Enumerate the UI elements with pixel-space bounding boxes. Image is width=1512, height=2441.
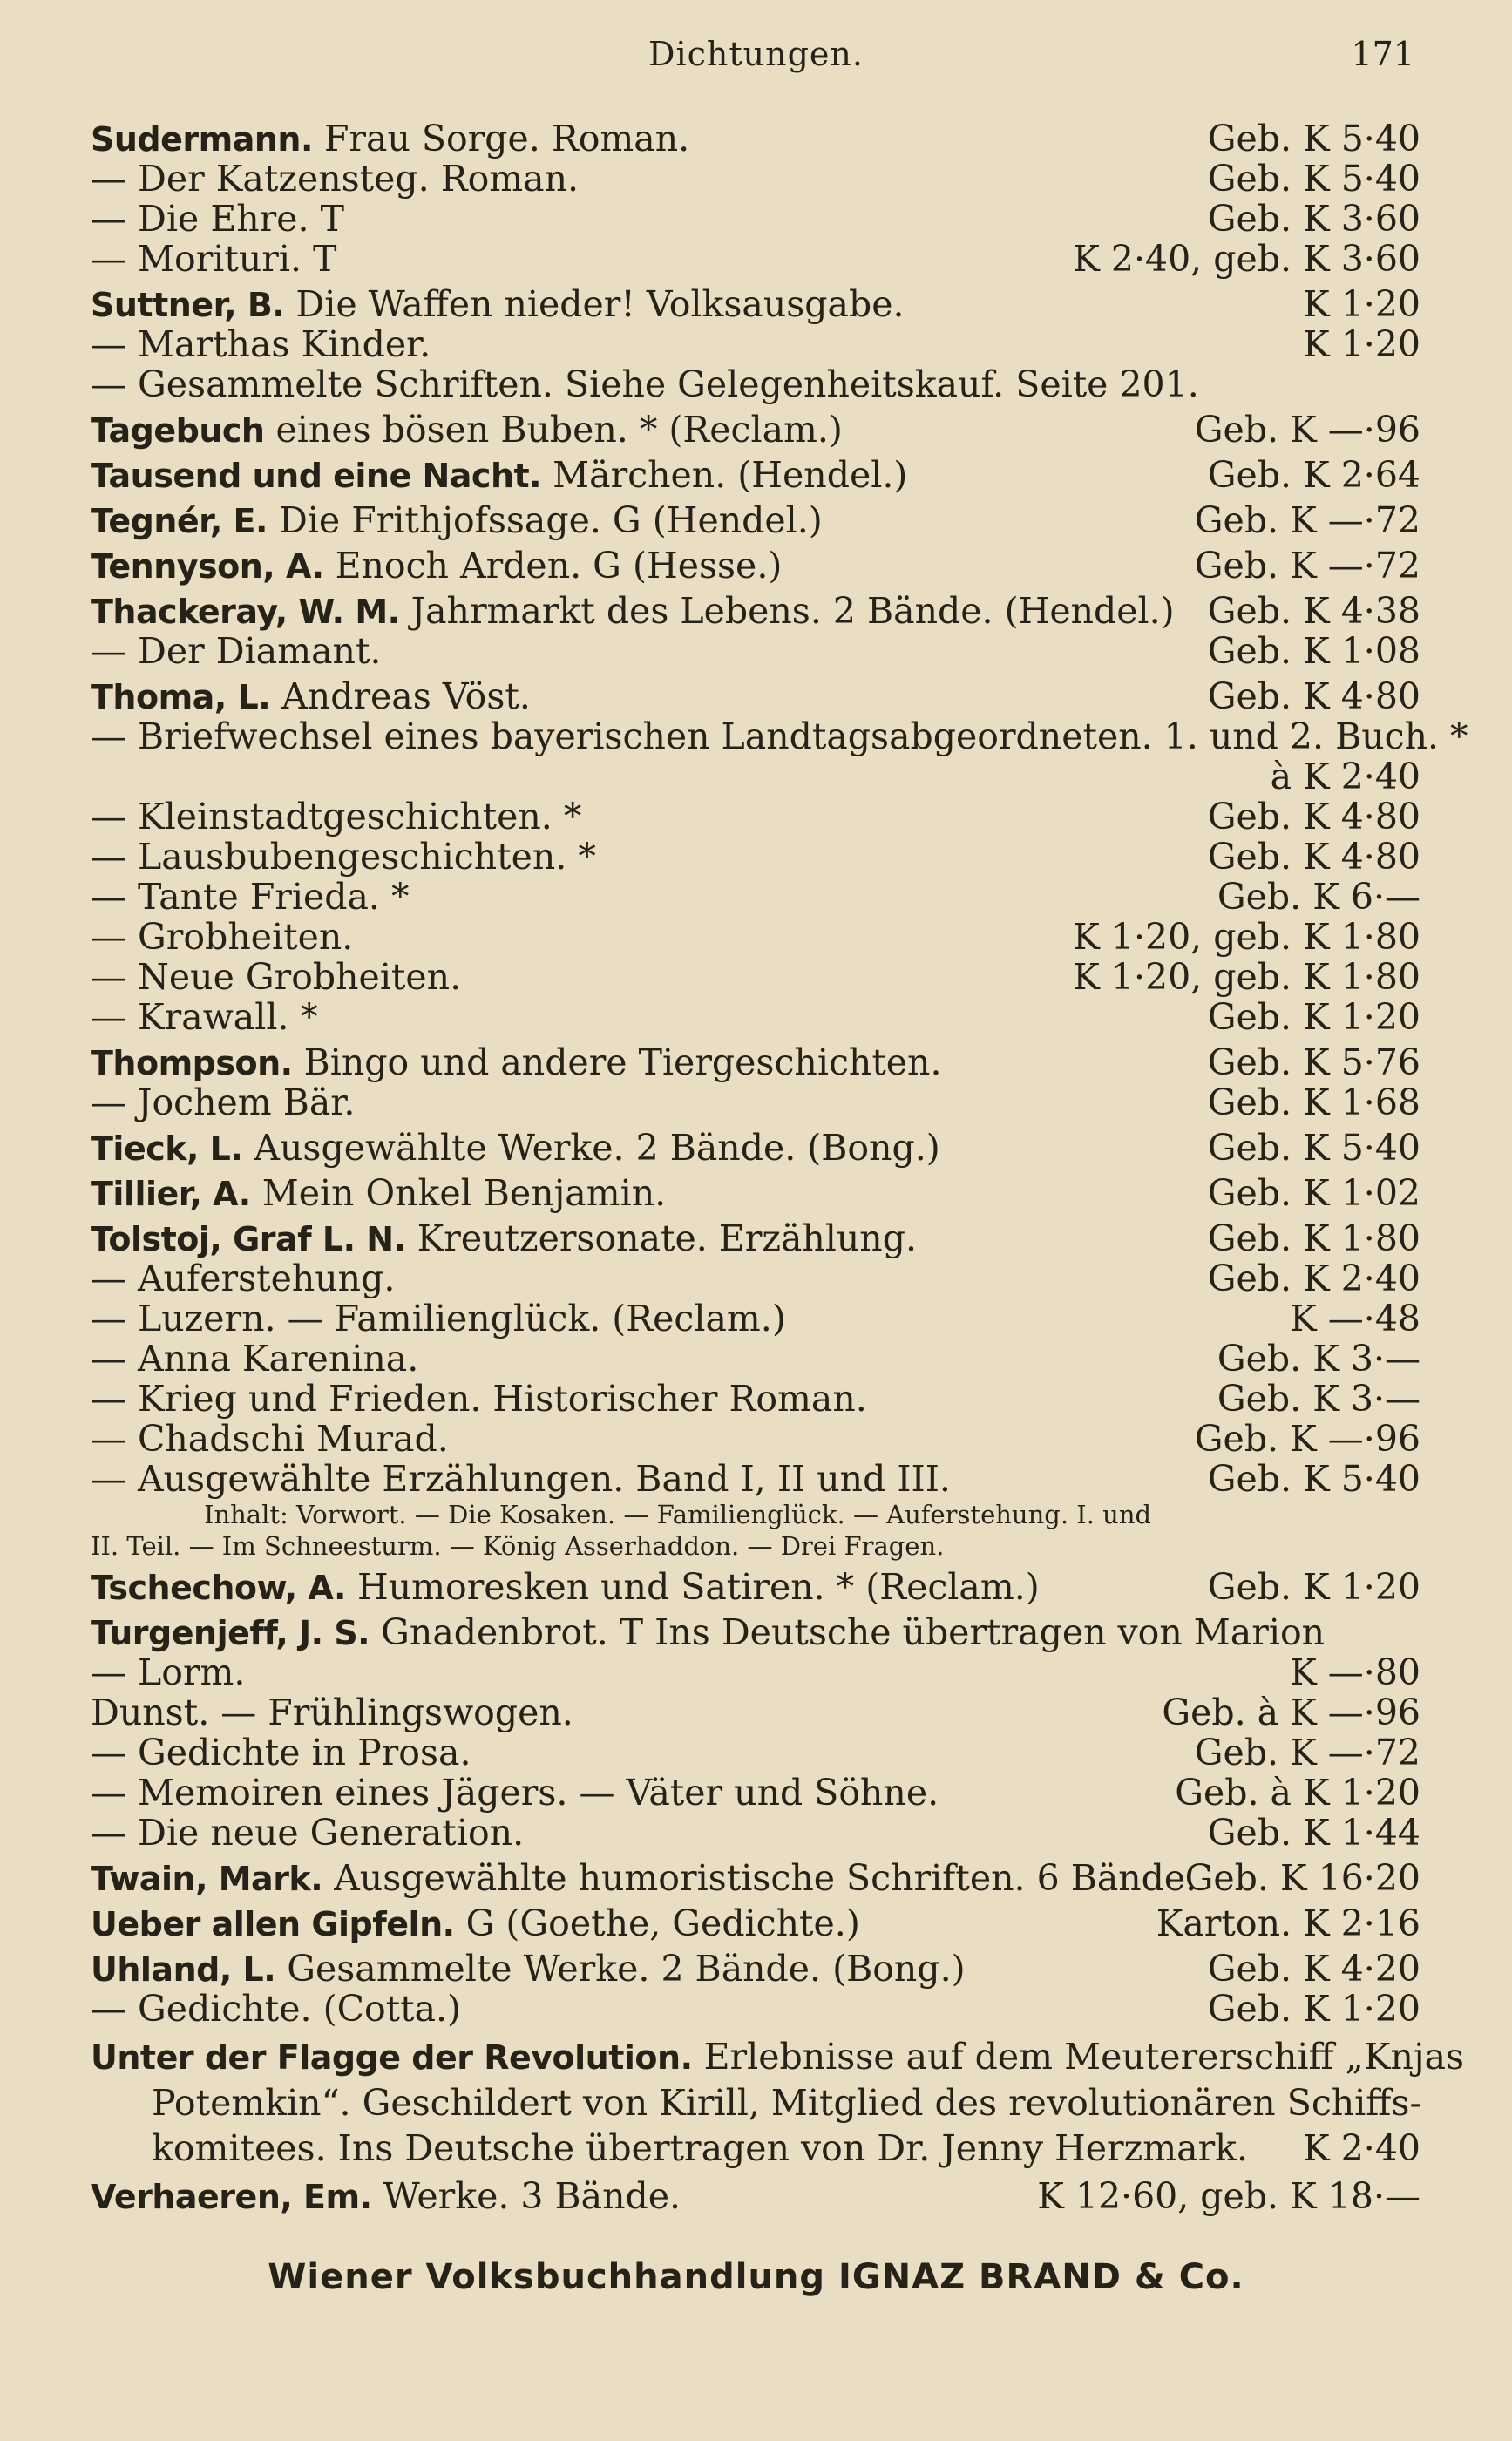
entry-line [91, 1732, 1420, 1773]
entry-text: Frau Sorge. Roman. [323, 118, 690, 159]
entry-text-wrap [91, 1298, 786, 1339]
entry-text-wrap [91, 631, 381, 671]
entry-text-wrap [91, 1567, 1040, 1608]
catalog-entry [91, 1339, 1420, 1379]
entry-line [91, 877, 1420, 917]
entry-line [91, 455, 1420, 495]
entry-text-wrap [91, 957, 461, 997]
entry-text-wrap [91, 997, 318, 1037]
entry-price: à K 2·40 [1270, 756, 1420, 797]
entry-text: Erlebnisse auf dem Meutererschiff „Knjas [703, 2036, 1465, 2078]
entry-price: Geb. K —·96 [1194, 409, 1420, 451]
entry-price: Geb. K 3·— [1217, 1378, 1420, 1420]
entry-author: Verhaeren, Em. [91, 2178, 372, 2216]
entry-text: — Morituri. T [91, 238, 337, 280]
catalog-entry [91, 756, 1420, 797]
entry-price: K 1·20 [1303, 323, 1420, 365]
entry-text-wrap [91, 1949, 966, 1990]
entry-author: Tausend und eine Nacht. [91, 457, 542, 495]
entry-author: Tolstoj, Graf L. N. [91, 1220, 406, 1258]
entry-text-wrap [91, 239, 336, 279]
entry-text: Humoresken und Satiren. * (Reclam.) [356, 1566, 1040, 1608]
entry-text: Andreas Vöst. [281, 675, 531, 717]
catalog-entry [91, 1042, 1420, 1082]
catalog-entry [91, 455, 1420, 495]
entry-text-wrap [91, 1218, 917, 1259]
entry-line [91, 631, 1420, 671]
entry-line [91, 410, 1420, 450]
catalog-entry [91, 715, 1468, 757]
entry-text-wrap [91, 1903, 860, 1944]
entry-line [91, 239, 1420, 279]
entry-line [91, 1567, 1420, 1607]
catalog-entry-unter-der-flagge [91, 2034, 1465, 2171]
entry-text-wrap [91, 500, 823, 541]
page-number: 171 [1351, 35, 1414, 73]
entry-text-wrap [91, 2176, 681, 2217]
entry-text: — Anna Karenina. [91, 1338, 419, 1380]
entry-line [91, 1813, 1420, 1853]
entry-line [91, 1379, 1420, 1419]
entry-author: Twain, Mark. [91, 1860, 323, 1898]
entry-line [91, 1949, 1420, 1989]
catalog-entry [91, 1258, 1420, 1298]
entry-text-wrap [91, 159, 579, 199]
entry-price: Geb. K 3·— [1217, 1338, 1420, 1380]
entry-text: Gesammelte Werke. 2 Bände. (Bong.) [287, 1948, 966, 1990]
entry-price: K 2·40, geb. K 3·60 [1073, 238, 1420, 280]
catalog-entry [91, 1567, 1420, 1607]
entry-text-wrap [91, 1082, 355, 1122]
entry-price: Geb. K 1·20 [1207, 996, 1420, 1038]
entry-text: — Auferstehung. [91, 1258, 396, 1299]
entry-line [91, 2176, 1420, 2216]
entry-text-wrap [91, 837, 596, 877]
entry-price: K —·48 [1290, 1298, 1420, 1339]
entry-text: — Briefwechsel eines bayerischen Landtagsabgeordneten. 1. und 2. Buch. * [91, 715, 1468, 757]
entry-text-wrap [91, 546, 782, 587]
catalog-entry [91, 676, 1420, 716]
entry-text: — Krawall. * [91, 996, 319, 1038]
catalog-entry [91, 1612, 1420, 1652]
catalog-entry [91, 1692, 1420, 1732]
entry-line [91, 1298, 1420, 1339]
entry-text-wrap [91, 917, 353, 957]
catalog-entry [91, 1773, 1420, 1813]
entry-text-wrap [91, 199, 344, 239]
entry-text: — Ausgewählte Erzählungen. Band I, II und III. [91, 1458, 951, 1500]
entry-author: Thoma, L. [91, 678, 271, 716]
entry-text-wrap [91, 1652, 245, 1692]
entry-line [91, 1218, 1420, 1258]
catalog-entry [91, 631, 1420, 671]
entry-text: — Neue Grobheiten. [91, 956, 462, 998]
entry-line [91, 917, 1420, 957]
catalog-entry [91, 159, 1420, 199]
entry-line [91, 837, 1420, 877]
catalog-entry-verhaeren [91, 2176, 1420, 2216]
entry-text-wrap [91, 591, 1175, 632]
entry-text: G (Goethe, Gedichte.) [465, 1902, 860, 1944]
entry-line [91, 1339, 1420, 1379]
entry-text-wrap [91, 1732, 471, 1773]
entry-text: Ausgewählte humoristische Schriften. 6 Bände. [334, 1857, 1197, 1899]
entry-price: Geb. K 2·64 [1207, 454, 1420, 496]
entry-line [91, 500, 1420, 540]
entry-line [91, 1042, 1420, 1082]
entry-author: Sudermann. [91, 120, 313, 159]
entry-line [91, 676, 1420, 716]
entry-line [91, 284, 1420, 324]
entry-line [91, 199, 1420, 239]
entry-author: Tschechow, A. [91, 1569, 346, 1607]
catalog-entry [91, 797, 1420, 837]
publisher-footer: Wiener Volksbuchhandlung IGNAZ BRAND & Co. [268, 2257, 1244, 2297]
entry-line [91, 1612, 1420, 1652]
page-title: Dichtungen. [648, 35, 864, 73]
entry-text-wrap [91, 716, 1468, 756]
entry-text-wrap [91, 410, 843, 451]
entry-price: Geb. K 1·08 [1207, 630, 1420, 672]
entry-text: Werke. 3 Bände. [383, 2175, 681, 2217]
entry-author: Suttner, B. [91, 286, 285, 324]
entry-text-wrap [91, 1173, 666, 1214]
entry-price: K 1·20 [1303, 283, 1420, 325]
entry-text: — Der Katzensteg. Roman. [91, 158, 580, 200]
entry-text: komitees. Ins Deutsche übertragen von Dr. Jenny Herzmark. [152, 2127, 1249, 2169]
entry-text-wrap [91, 1612, 1325, 1653]
entry-price: Geb. K 1·20 [1207, 1988, 1420, 2030]
entry-text: — Gedichte. (Cotta.) [91, 1988, 462, 2030]
entry-author: Thompson. [91, 1044, 293, 1082]
entry-text: — Lorm. [91, 1651, 246, 1693]
entry-text-wrap [91, 1989, 461, 2029]
entry-line [91, 1773, 1420, 1813]
entry-text: Bingo und andere Tiergeschichten. [303, 1041, 942, 1083]
entry-line [91, 1652, 1420, 1692]
entry-price: Geb. K 5·40 [1207, 1127, 1420, 1169]
entry-line [91, 324, 1420, 364]
entry-price: K 1·20, geb. K 1·80 [1073, 956, 1420, 998]
note-line: Inhalt: Vorwort. — Die Kosaken. — Familienglück. — Auferstehung. I. und [204, 1500, 1152, 1529]
entry-author: Tieck, L. [91, 1129, 243, 1168]
entry-author: Uhland, L. [91, 1950, 276, 1989]
note-line: II. Teil. — Im Schneesturm. — König Asserhaddon. — Drei Fragen. [91, 1531, 945, 1561]
entry-price: Geb. K —·72 [1194, 1732, 1420, 1773]
entry-line [91, 756, 1420, 797]
entry-price: K 1·20, geb. K 1·80 [1073, 916, 1420, 958]
entry-line [91, 2126, 1420, 2171]
entry-price: Geb. K 3·60 [1207, 198, 1420, 240]
entry-text-wrap [91, 324, 431, 364]
entry-author: Unter der Flagge der Revolution. [91, 2038, 693, 2077]
entry-line [91, 1082, 1420, 1122]
entry-text-wrap [91, 1692, 573, 1732]
catalog-entry [91, 1298, 1420, 1339]
catalog-entry [91, 1459, 1420, 1499]
catalog-entry [91, 324, 1420, 364]
page-header [0, 35, 1512, 87]
entry-text: Märchen. (Hendel.) [553, 454, 908, 496]
entry-price: Geb. K 1·68 [1207, 1081, 1420, 1123]
entry-price: Geb. K 5·40 [1207, 158, 1420, 200]
entry-text: eines bösen Buben. * (Reclam.) [275, 409, 843, 451]
entry-text: Die Waffen nieder! Volksausgabe. [295, 283, 905, 325]
entry-line [91, 1419, 1420, 1459]
entry-text: — Luzern. — Familienglück. (Reclam.) [91, 1298, 786, 1339]
entry-text: — Gesammelte Schriften. Siehe Gelegenheitskauf. Seite 201. [91, 363, 1199, 405]
entry-price: Geb. K 4·80 [1207, 675, 1420, 717]
catalog-entry [91, 119, 1420, 159]
entry-text: Mein Onkel Benjamin. [261, 1172, 667, 1214]
catalog-entry [91, 500, 1420, 540]
entry-line [91, 1128, 1420, 1168]
entry-price: Geb. K 1·80 [1207, 1217, 1420, 1259]
entry-text: — Die neue Generation. [91, 1812, 525, 1854]
entry-price: Geb. à K 1·20 [1175, 1772, 1420, 1814]
entry-text: Dunst. — Frühlingswogen. [91, 1692, 573, 1733]
catalog-entry [91, 1949, 1420, 1989]
entry-line [91, 715, 1468, 757]
entry-list-1 [91, 118, 1468, 1500]
entry-text-wrap [91, 1042, 942, 1083]
catalog-entry [91, 957, 1420, 997]
entry-line [91, 957, 1420, 997]
catalog-entry [91, 1218, 1420, 1258]
entry-price: Geb. K 4·80 [1207, 836, 1420, 878]
entry-price: K 12·60, geb. K 18·— [1037, 2175, 1420, 2217]
catalog-entry [91, 410, 1420, 450]
entry-text-wrap [91, 1379, 867, 1419]
entry-price: Geb. K 2·40 [1207, 1258, 1420, 1299]
entry-text-wrap [91, 1128, 940, 1169]
entry-text: — Lausbubengeschichten. * [91, 836, 596, 878]
entry-price: Geb. K 1·44 [1207, 1812, 1420, 1854]
entry-line [91, 364, 1420, 404]
entry-author: Tagebuch [91, 411, 265, 450]
entry-list-2 [91, 1567, 1420, 2029]
catalog-entry [91, 997, 1420, 1037]
catalog-entry [91, 917, 1420, 957]
catalog-entry [91, 1082, 1420, 1122]
catalog-entry [91, 1732, 1420, 1773]
entry-text: — Krieg und Frieden. Historischer Roman. [91, 1378, 867, 1420]
entry-price: Geb. K —·96 [1194, 1418, 1420, 1460]
entry-author: Tennyson, A. [91, 547, 324, 586]
catalog-entry [91, 1858, 1420, 1898]
entry-price: Geb. K 4·38 [1207, 590, 1420, 632]
entry-text: Enoch Arden. G (Hesse.) [335, 545, 783, 587]
catalog-entry [91, 239, 1420, 279]
entry-author: Turgenjeff, J. S. [91, 1614, 370, 1652]
entry-text: — Marthas Kinder. [91, 323, 431, 365]
entry-line: Potemkin“. Geschildert von Kirill, Mitglied des revolutionären Schiffs- [152, 2082, 1422, 2124]
entry-text-wrap [91, 676, 531, 717]
entry-text-wrap [91, 1459, 951, 1499]
entry-line [91, 1459, 1420, 1499]
catalog-entry [91, 1419, 1420, 1459]
entry-text-wrap [91, 1773, 939, 1813]
entry-text-wrap [91, 1258, 395, 1298]
entry-price: Geb. K 6·— [1217, 876, 1420, 918]
entry-price: Geb. K 5·76 [1207, 1041, 1420, 1083]
entry-text: — Tante Frieda. * [91, 876, 410, 918]
entry-text: Jahrmarkt des Lebens. 2 Bände. (Hendel.) [410, 590, 1175, 632]
catalog-entry [91, 1989, 1420, 2029]
catalog-entry [91, 1652, 1420, 1692]
entry-text-wrap [91, 1419, 449, 1459]
catalog-entry [91, 284, 1420, 324]
entry-line [91, 159, 1420, 199]
entry-price: K —·80 [1290, 1651, 1420, 1693]
entry-price: Geb. K 1·20 [1207, 1566, 1420, 1608]
entry-line [91, 591, 1420, 631]
entry-text: — Kleinstadtgeschichten. * [91, 796, 582, 837]
entry-text-wrap [91, 284, 905, 325]
entry-text: — Der Diamant. [91, 630, 382, 672]
entry-line [91, 1173, 1420, 1213]
catalog-entry [91, 1813, 1420, 1853]
entry-line [91, 546, 1420, 586]
entry-line [91, 2034, 1465, 2080]
entry-text: — Chadschi Murad. [91, 1418, 449, 1460]
entry-text-wrap [91, 877, 410, 917]
catalog-entry [91, 837, 1420, 877]
entry-price: Geb. K 5·40 [1207, 118, 1420, 159]
entry-price: Geb. K 4·80 [1207, 796, 1420, 837]
catalog-entry [91, 364, 1420, 404]
entry-text: — Grobheiten. [91, 916, 354, 958]
entry-text: — Gedichte in Prosa. [91, 1732, 471, 1773]
entry-line [91, 997, 1420, 1037]
entry-text: Gnadenbrot. T Ins Deutsche übertragen von Marion [381, 1611, 1326, 1653]
entry-author: Ueber allen Gipfeln. [91, 1905, 455, 1943]
entry-price: K 2·40 [1303, 2127, 1420, 2169]
entry-text-wrap [91, 1858, 1197, 1899]
catalog-entry [91, 1379, 1420, 1419]
entry-text-wrap [91, 1339, 418, 1379]
entry-price: Karton. K 2·16 [1156, 1902, 1420, 1944]
entry-price: Geb. K 5·40 [1207, 1458, 1420, 1500]
entry-author: Thackeray, W. M. [91, 593, 400, 631]
entry-text-wrap [91, 119, 689, 159]
tolstoj-contents-note [91, 1499, 1420, 1562]
entry-price: Geb. K —·72 [1194, 545, 1420, 587]
entry-text: Kreutzersonate. Erzählung. [417, 1217, 917, 1259]
entry-text-wrap [91, 455, 907, 496]
catalog-entry [91, 546, 1420, 586]
entry-text-wrap [91, 364, 1199, 404]
entry-text: — Memoiren eines Jägers. — Väter und Söhne. [91, 1772, 939, 1814]
entry-text: Ausgewählte Werke. 2 Bände. (Bong.) [254, 1127, 940, 1169]
entry-text: — Jochem Bär. [91, 1081, 356, 1123]
entry-author: Tillier, A. [91, 1175, 251, 1213]
entry-price: Geb. à K —·96 [1162, 1692, 1420, 1733]
entry-price: Geb. K —·72 [1194, 499, 1420, 541]
entry-price: Geb. K 4·20 [1207, 1948, 1420, 1990]
entry-text-wrap [91, 797, 581, 837]
catalog-entry [91, 1903, 1420, 1943]
entry-line [91, 1258, 1420, 1298]
entry-text: Die Frithjofssage. G (Hendel.) [278, 499, 823, 541]
entry-line [91, 1692, 1420, 1732]
catalog-entries [91, 113, 1468, 2217]
entry-text-wrap [91, 1813, 524, 1853]
catalog-entry [91, 199, 1420, 239]
entry-author: Tegnér, E. [91, 502, 268, 540]
entry-text: — Die Ehre. T [91, 198, 344, 240]
entry-price: Geb. K 1·02 [1207, 1172, 1420, 1214]
entry-price: Geb. K 16·20 [1184, 1857, 1420, 1899]
catalog-entry [91, 1128, 1420, 1168]
entry-line [91, 1989, 1420, 2029]
entry-line [91, 1858, 1420, 1898]
catalog-entry [91, 1173, 1420, 1213]
entry-line [91, 119, 1420, 159]
catalog-entry [91, 591, 1420, 631]
catalog-entry [91, 877, 1420, 917]
entry-line [91, 1903, 1420, 1943]
entry-line [91, 797, 1420, 837]
